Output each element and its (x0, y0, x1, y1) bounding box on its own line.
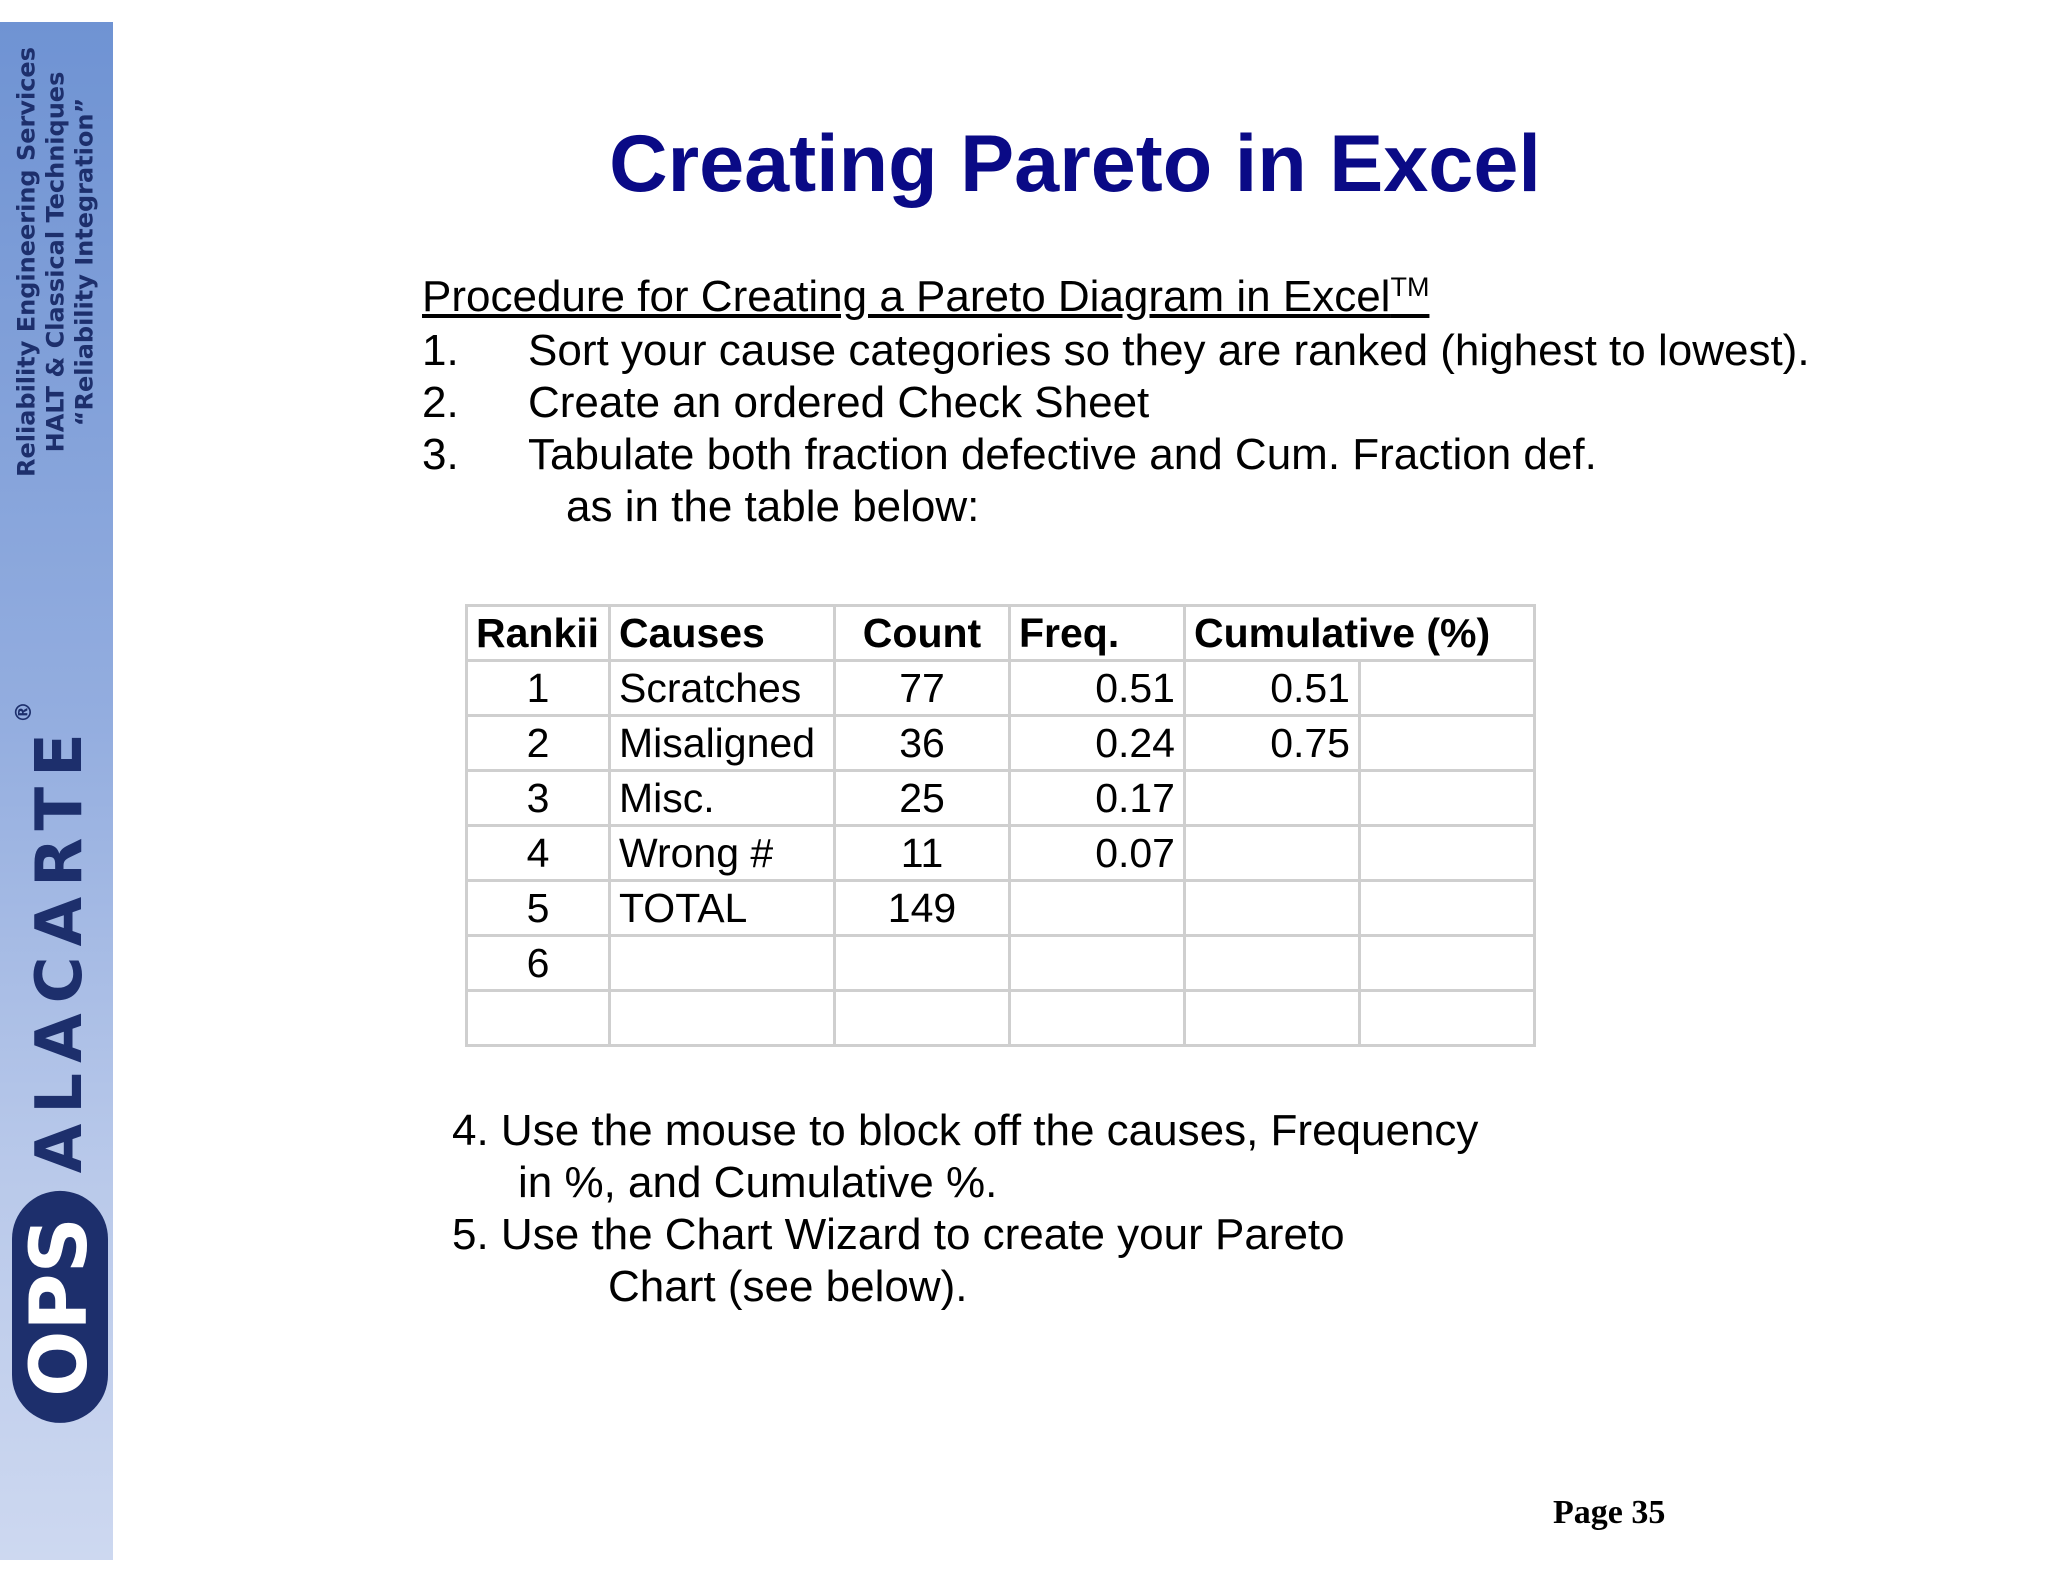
step-text: Create an ordered Check Sheet (528, 378, 1150, 427)
check-sheet-table (465, 604, 1536, 1047)
cell-cause: Scratches (610, 661, 835, 716)
step-4-line-1: 4. Use the mouse to block off the causes, Frequency (452, 1106, 1479, 1155)
step-continuation: as in the table below: (566, 482, 980, 531)
step-5-line-1: 5. Use the Chart Wizard to create your Pareto (452, 1210, 1345, 1259)
sidebar-services-line: Reliability Engineering Services (12, 46, 41, 478)
cell-rank: 2 (467, 716, 610, 771)
table-row (467, 661, 1535, 716)
cell-cumulative (1185, 936, 1360, 991)
cell-empty (1360, 991, 1535, 1046)
cell-rank: 6 (467, 936, 610, 991)
cell-cause: Misaligned (610, 716, 835, 771)
slide-title: Creating Pareto in Excel (609, 119, 1541, 209)
header-cell-freq: Freq. (1010, 606, 1185, 661)
header-cell-count: Count (835, 606, 1010, 661)
cell-cumulative (1185, 881, 1360, 936)
cell-cumulative (1185, 771, 1360, 826)
sidebar-services-line: HALT & Classical Techniques (41, 71, 70, 453)
cell-cumulative: 0.75 (1185, 716, 1360, 771)
cell-freq: 0.17 (1010, 771, 1185, 826)
cell-cumulative: 0.51 (1185, 661, 1360, 716)
cell-count: 11 (835, 826, 1010, 881)
alacarte-logo-text: ALACARTE (23, 723, 97, 1174)
cell-rank (467, 991, 610, 1046)
step-number: 2. (422, 378, 459, 427)
step-text: Sort your cause categories so they are ranked (highest to lowest). (528, 326, 1810, 375)
page-number: Page 35 (1553, 1494, 1666, 1531)
cell-count (835, 991, 1010, 1046)
table-header-row (467, 606, 1535, 661)
cell-rank: 3 (467, 771, 610, 826)
table-row (467, 881, 1535, 936)
cell-count (835, 936, 1010, 991)
cell-freq (1010, 991, 1185, 1046)
step-item (422, 429, 1922, 481)
cell-count: 25 (835, 771, 1010, 826)
cell-cause: TOTAL (610, 881, 835, 936)
cell-empty (1360, 716, 1535, 771)
step-item (422, 325, 1922, 377)
cell-freq: 0.07 (1010, 826, 1185, 881)
cell-freq (1010, 881, 1185, 936)
sidebar-banner (0, 22, 113, 1560)
cell-count: 77 (835, 661, 1010, 716)
cell-empty (1360, 661, 1535, 716)
table-row (467, 991, 1535, 1046)
sidebar-services-line: “Reliability Integration” (70, 97, 99, 427)
table-row (467, 716, 1535, 771)
cell-count: 36 (835, 716, 1010, 771)
step-number: 1. (422, 326, 459, 375)
table-row (467, 771, 1535, 826)
header-cell-cumulative: Cumulative (%) (1185, 606, 1535, 661)
cell-cause: Wrong # (610, 826, 835, 881)
table-row (467, 826, 1535, 881)
procedure-heading (422, 272, 1429, 322)
cell-rank: 1 (467, 661, 610, 716)
cell-cause: Misc. (610, 771, 835, 826)
ops-logo: OPS (12, 1191, 108, 1423)
cell-cause (610, 936, 835, 991)
cell-cumulative (1185, 826, 1360, 881)
procedure-heading-text: Procedure for Creating a Pareto Diagram in Excel (422, 272, 1391, 321)
registered-mark: ® (12, 701, 37, 724)
step-text: Tabulate both fraction defective and Cum. Fraction def. (528, 430, 1597, 479)
cell-freq (1010, 936, 1185, 991)
cell-freq: 0.24 (1010, 716, 1185, 771)
cell-empty (1360, 936, 1535, 991)
step-5-line-2: Chart (see below). (608, 1262, 968, 1311)
step-4-line-2: in %, and Cumulative %. (518, 1158, 998, 1207)
cell-freq: 0.51 (1010, 661, 1185, 716)
cell-count: 149 (835, 881, 1010, 936)
header-cell-causes: Causes (610, 606, 835, 661)
cell-rank: 5 (467, 881, 610, 936)
cell-empty (1360, 881, 1535, 936)
cell-cause (610, 991, 835, 1046)
cell-empty (1360, 771, 1535, 826)
table-row (467, 936, 1535, 991)
trademark-mark: TM (1390, 272, 1430, 302)
cell-rank: 4 (467, 826, 610, 881)
step-number: 3. (422, 430, 459, 479)
step-item (422, 377, 1922, 429)
header-cell-ranking: Rankii (467, 606, 610, 661)
cell-cumulative (1185, 991, 1360, 1046)
cell-empty (1360, 826, 1535, 881)
